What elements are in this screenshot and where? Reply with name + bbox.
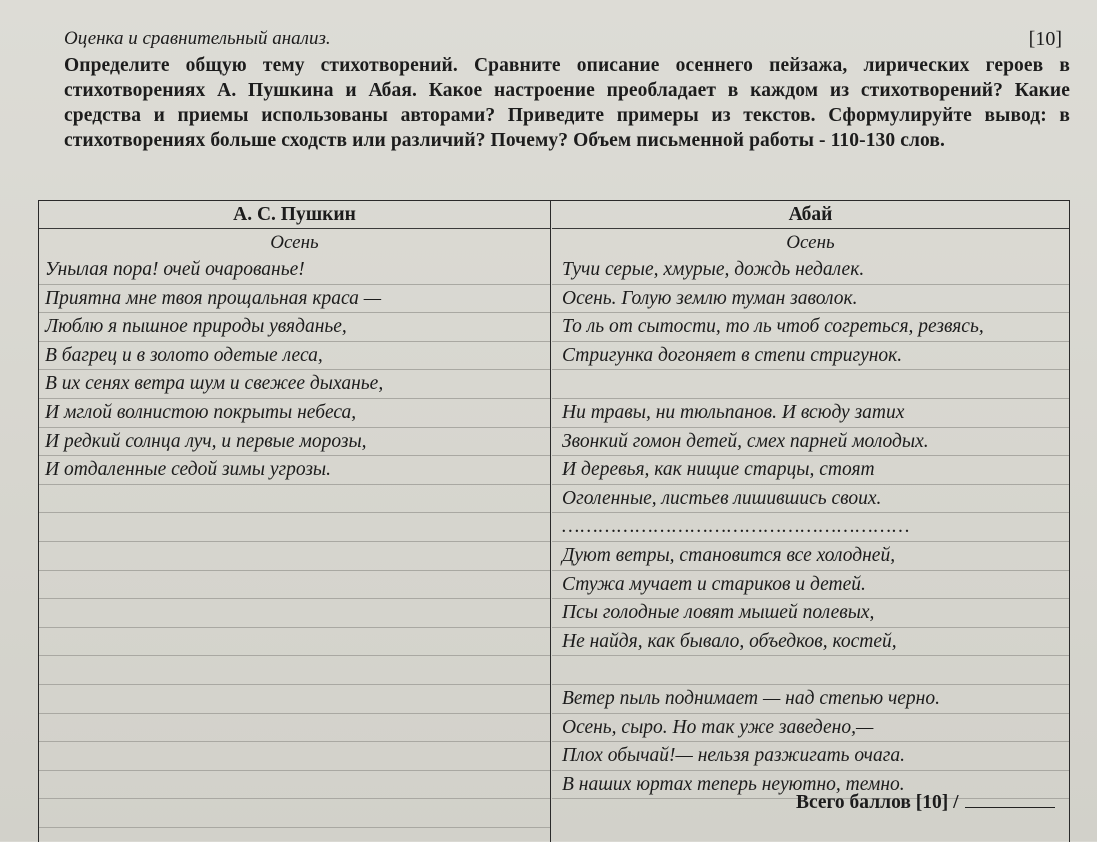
answer-line[interactable]: [39, 485, 550, 514]
poem-line: Ветер пыль поднимает — над степью черно.: [552, 685, 1069, 714]
poems-table: [38, 200, 1070, 842]
poem-title-pushkin: Осень: [270, 232, 319, 253]
poem-line: [552, 656, 1069, 685]
poem-line: Стужа мучает и стариков и детей.: [552, 571, 1069, 600]
answer-line[interactable]: [39, 742, 550, 771]
poem-line: И деревья, как нищие старцы, стоят: [552, 456, 1069, 485]
poem-line: Не найдя, как бывало, объедков, костей,: [552, 628, 1069, 657]
poem-line: То ль от сытости, то ль чтоб согреться, резвясь,: [552, 313, 1069, 342]
poem-ellipsis: …………………………………………………: [552, 513, 1069, 542]
points-label: [10]: [1028, 28, 1062, 50]
author-pushkin: А. С. Пушкин: [39, 201, 550, 229]
poem-line: Звонкий гомон детей, смех парней молодых.: [552, 428, 1069, 457]
abai-column: [552, 201, 1069, 799]
poem-line: [552, 370, 1069, 399]
poem-line: И редкий солнца луч, и первые морозы,: [39, 428, 550, 457]
answer-line[interactable]: [39, 513, 550, 542]
column-divider: [550, 201, 551, 842]
answer-line[interactable]: [39, 771, 550, 800]
answer-line[interactable]: [39, 599, 550, 628]
poem-line: Оголенные, листьев лишившись своих.: [552, 485, 1069, 514]
total-score: [796, 790, 1055, 814]
poem-line: Тучи серые, хмурые, дождь недалек.: [552, 256, 1069, 285]
poem-line: Дуют ветры, становится все холодней,: [552, 542, 1069, 571]
abai-poem-lines: [552, 256, 1069, 799]
poem-line: В наших юртах теперь неуютно, темно.: [552, 771, 1069, 800]
answer-line[interactable]: [39, 542, 550, 571]
answer-line[interactable]: [39, 685, 550, 714]
total-score-label: Всего баллов [10] /: [796, 792, 959, 813]
poem-line: Ни травы, ни тюльпанов. И всюду затих: [552, 399, 1069, 428]
poem-line: Стригунка догоняет в степи стригунок.: [552, 342, 1069, 371]
poem-line: Осень. Голую землю туман заволок.: [552, 285, 1069, 314]
score-blank-field[interactable]: [965, 790, 1055, 808]
answer-line[interactable]: [39, 799, 550, 828]
answer-line[interactable]: [39, 656, 550, 685]
poem-title-abai: Осень: [786, 232, 835, 253]
poem-line: Приятна мне твоя прощальная краса —: [39, 285, 550, 314]
task-header: [64, 28, 1070, 153]
poem-line: Осень, сыро. Но так уже заведено,—: [552, 714, 1069, 743]
section-subtitle: Оценка и сравнительный анализ.: [64, 28, 331, 49]
poem-line: В их сенях ветра шум и свежее дыханье,: [39, 370, 550, 399]
task-instructions: Определите общую тему стихотворений. Сравните описание осеннего пейзажа, лирических героев в стихотворениях А. Пушкина и Абая. Какое настроение преобладает в каждом из стихотворений? Какие средства и приемы использованы авторами? Приведите примеры из текстов. Сформулируйте вывод: в стихотворениях больше сходств или различий? Почему? Объем письменной работы - 110-130 слов.: [64, 55, 1070, 151]
answer-line[interactable]: [39, 571, 550, 600]
poem-line: Унылая пора! очей очарованье!: [39, 256, 550, 285]
pushkin-column: [39, 201, 550, 828]
poem-line: И отдаленные седой зимы угрозы.: [39, 456, 550, 485]
poem-line: И мглой волнистою покрыты небеса,: [39, 399, 550, 428]
poem-line: Плох обычай!— нельзя разжигать очага.: [552, 742, 1069, 771]
author-abai: Абай: [552, 201, 1069, 229]
pushkin-poem-lines: [39, 256, 550, 828]
answer-line[interactable]: [39, 628, 550, 657]
poem-line: В багрец и в золото одетые леса,: [39, 342, 550, 371]
poem-line: Люблю я пышное природы увяданье,: [39, 313, 550, 342]
poem-line: Псы голодные ловят мышей полевых,: [552, 599, 1069, 628]
answer-line[interactable]: [39, 714, 550, 743]
